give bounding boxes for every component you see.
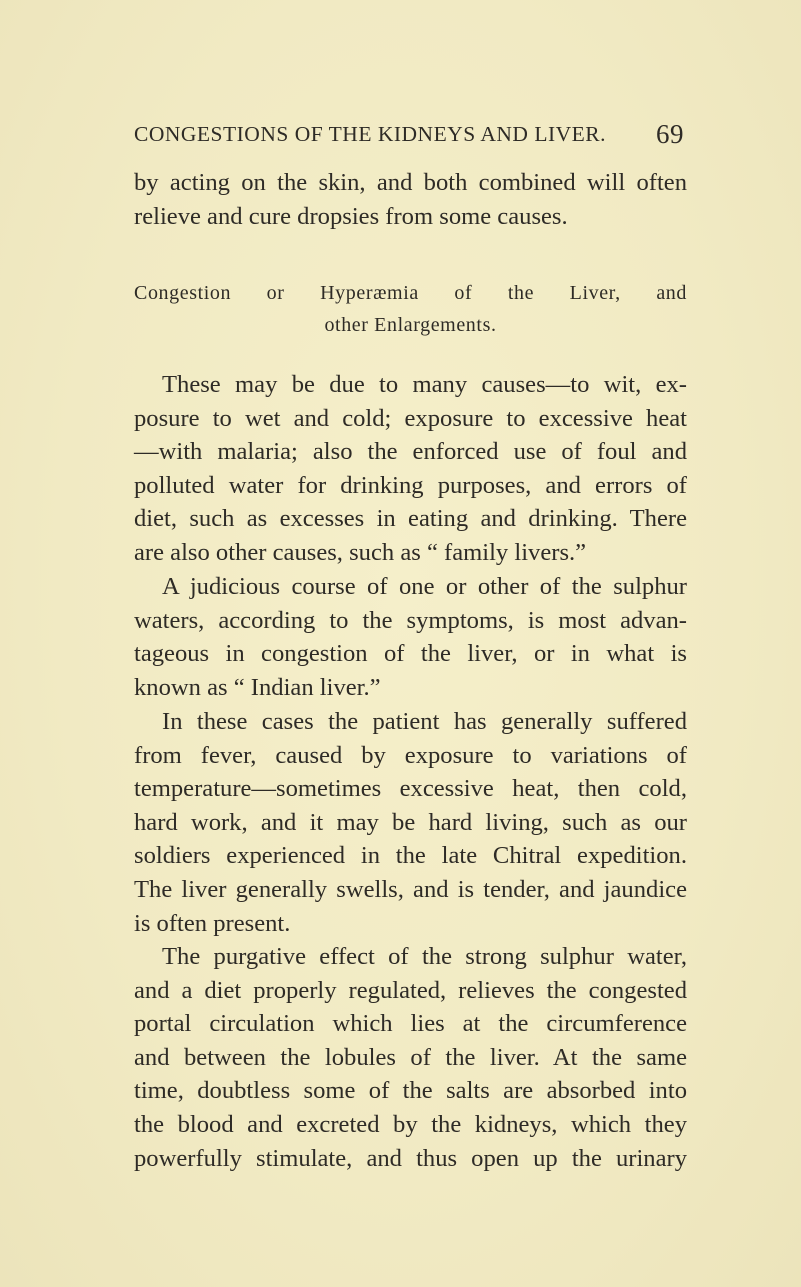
text-line: hard work, and it may be hard living, such as our [134,808,687,836]
text-line: tageous in congestion of the liver, or in what is [134,640,687,668]
text-line: and a diet properly regulated, relieves the congested [134,976,687,1004]
text-line: known as “ Indian liver.” [134,673,381,701]
text-line: by acting on the skin, and both combined will often [134,169,687,196]
text-line: are also other causes, such as “ family livers.” [134,538,587,566]
text-line: and between the lobules of the liver. At the same [134,1043,687,1071]
running-head [134,119,684,158]
text-line: polluted water for drinking purposes, and errors of [134,471,687,499]
section-heading-line-1 [134,277,687,309]
text-line: powerfully stimulate, and thus open up the urinary [134,1144,687,1172]
text-line: A judicious course of one or other of the sulphur [162,573,687,600]
heading-text: Congestion or Hyperæmia of the Liver, and [134,282,687,304]
text-line: waters, according to the symptoms, is most advan- [134,606,687,634]
text-line: —with malaria; also the enforced use of foul and [134,438,687,466]
text-line: diet, such as excesses in eating and drinking. There [134,505,687,533]
text-line: These may be due to many causes—to wit, ex- [162,371,687,398]
section-heading-line-2: other Enlargements. [324,314,497,336]
text-line: is often present. [134,909,291,937]
text-line: In these cases the patient has generally suffered [162,708,687,735]
paragraph-treatment [134,570,687,704]
paragraph-cases [134,705,687,940]
text-line: The purgative effect of the strong sulphur water, [162,943,687,970]
text-line: portal circulation which lies at the circumference [134,1010,687,1038]
paragraph-purgative [134,940,687,1175]
paragraph-causes [134,368,687,570]
text-line: the blood and excreted by the kidneys, which they [134,1110,687,1138]
text-line: time, doubtless some of the salts are absorbed into [134,1077,687,1105]
running-head-title: CONGESTIONS OF THE KIDNEYS AND LIVER. [134,122,606,146]
text-line: The liver generally swells, and is tender, and jaundice [134,875,687,903]
text-line: relieve and cure dropsies from some causes. [134,202,568,230]
text-line: soldiers experienced in the late Chitral expedition. [134,842,687,870]
text-line: temperature—sometimes excessive heat, then cold, [134,775,687,803]
section-heading [134,277,687,341]
page-number: 69 [656,119,684,149]
lead-paragraph [134,166,687,233]
text-line: posure to wet and cold; exposure to excessive heat [134,404,687,432]
text-line: from fever, caused by exposure to variations of [134,741,687,769]
